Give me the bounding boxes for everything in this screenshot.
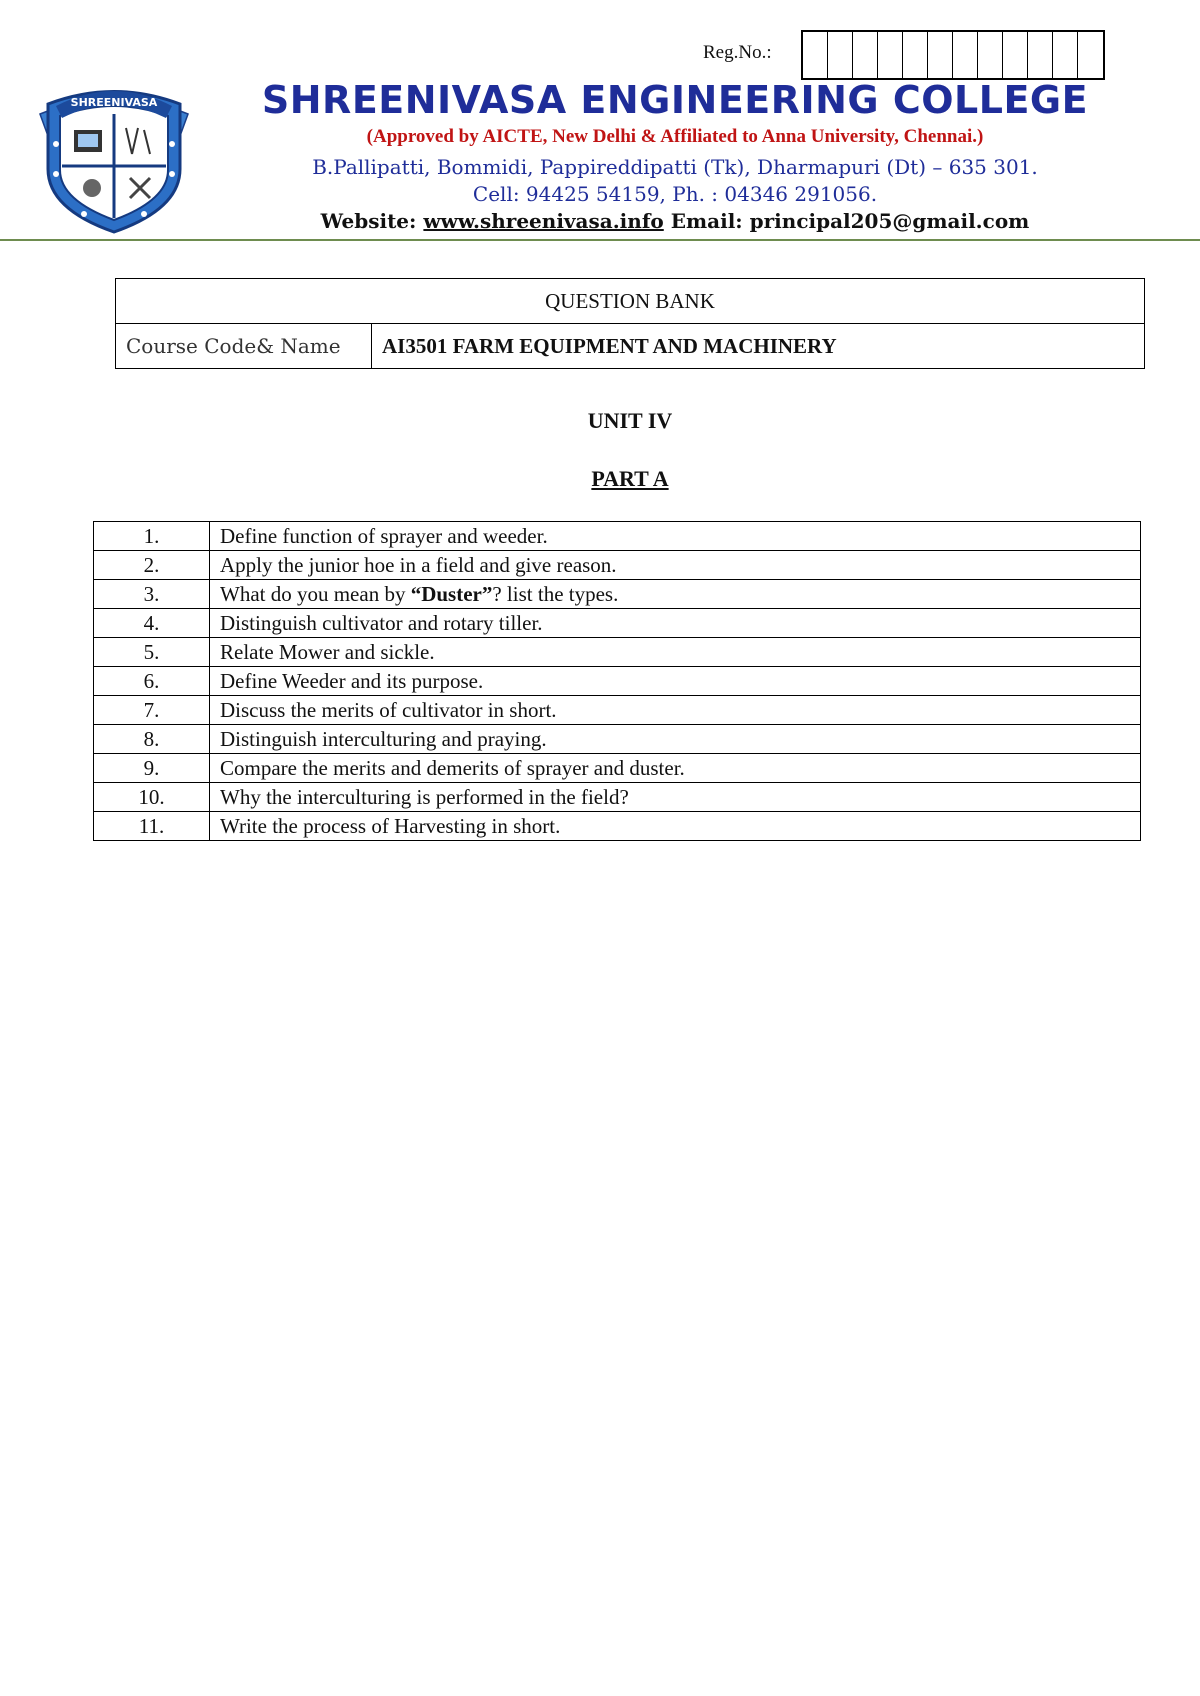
contact-line: Cell: 94425 54159, Ph. : 04346 291056. [472,182,878,206]
question-text [210,580,1141,609]
college-logo [34,74,194,234]
questions-table [93,521,1141,841]
reg-no-digit-box[interactable] [903,32,928,78]
reg-no-digit-box[interactable] [1028,32,1053,78]
question-text: Compare the merits and demerits of sprayer and duster. [210,754,1141,783]
question-row [94,609,1141,638]
question-row [94,580,1141,609]
reg-no-label: Reg.No.: [703,42,772,63]
question-text-bold: “Duster” [410,581,493,606]
address-line: B.Pallipatti, Bommidi, Pappireddipatti (Tk), Dharmapuri (Dt) – 635 301. [312,155,1038,179]
question-bank-header-table [115,278,1145,369]
question-text: Distinguish interculturing and praying. [210,725,1141,754]
reg-no-digit-box[interactable] [1053,32,1078,78]
website-email-line [240,209,1110,233]
reg-no-digit-box[interactable] [878,32,903,78]
reg-no-digit-box[interactable] [853,32,878,78]
question-text-post: ? list the types. [492,581,619,606]
question-number: 6. [94,667,210,696]
question-row [94,667,1141,696]
question-row [94,522,1141,551]
question-text: Write the process of Harvesting in short. [210,812,1141,841]
course-code-label: Course Code& Name [116,324,372,369]
question-number: 3. [94,580,210,609]
question-number: 11. [94,812,210,841]
question-number: 9. [94,754,210,783]
question-bank-title: QUESTION BANK [116,279,1145,324]
reg-no-digit-box[interactable] [1003,32,1028,78]
reg-no-digit-box[interactable] [828,32,853,78]
course-code-value: AI3501 FARM EQUIPMENT AND MACHINERY [372,324,1145,369]
question-text: Relate Mower and sickle. [210,638,1141,667]
question-number: 1. [94,522,210,551]
question-number: 4. [94,609,210,638]
question-number: 10. [94,783,210,812]
reg-no-boxes [801,30,1105,80]
unit-heading: UNIT IV [587,408,673,433]
question-text-pre: What do you mean by [220,581,411,606]
question-row [94,638,1141,667]
question-text: Define function of sprayer and weeder. [210,522,1141,551]
question-number: 2. [94,551,210,580]
question-row [94,725,1141,754]
reg-no-digit-box[interactable] [1078,32,1103,78]
question-row [94,754,1141,783]
college-name: SHREENIVASA ENGINEERING COLLEGE [261,78,1089,122]
reg-no-digit-box[interactable] [928,32,953,78]
part-heading: PART A [591,466,669,491]
question-text: Discuss the merits of cultivator in short. [210,696,1141,725]
reg-no-digit-box[interactable] [978,32,1003,78]
question-row [94,783,1141,812]
question-row [94,696,1141,725]
header-divider [0,239,1200,241]
gear-icon [83,179,101,197]
logo-banner-text: SHREENIVASA [70,96,158,109]
question-row [94,551,1141,580]
website-label: Website: [320,209,417,233]
question-number: 7. [94,696,210,725]
question-text: Apply the junior hoe in a field and give reason. [210,551,1141,580]
question-text: Distinguish cultivator and rotary tiller. [210,609,1141,638]
reg-no-digit-box[interactable] [953,32,978,78]
reg-no-digit-box[interactable] [803,32,828,78]
email-address[interactable]: principal205@gmail.com [749,209,1030,233]
question-text: Why the interculturing is performed in the field? [210,783,1141,812]
question-number: 8. [94,725,210,754]
website-link[interactable]: www.shreenivasa.info [423,209,664,233]
question-text: Define Weeder and its purpose. [210,667,1141,696]
email-label: Email: [670,209,743,233]
question-row [94,812,1141,841]
approval-line: (Approved by AICTE, New Delhi & Affiliated to Anna University, Chennai.) [366,126,984,147]
question-number: 5. [94,638,210,667]
